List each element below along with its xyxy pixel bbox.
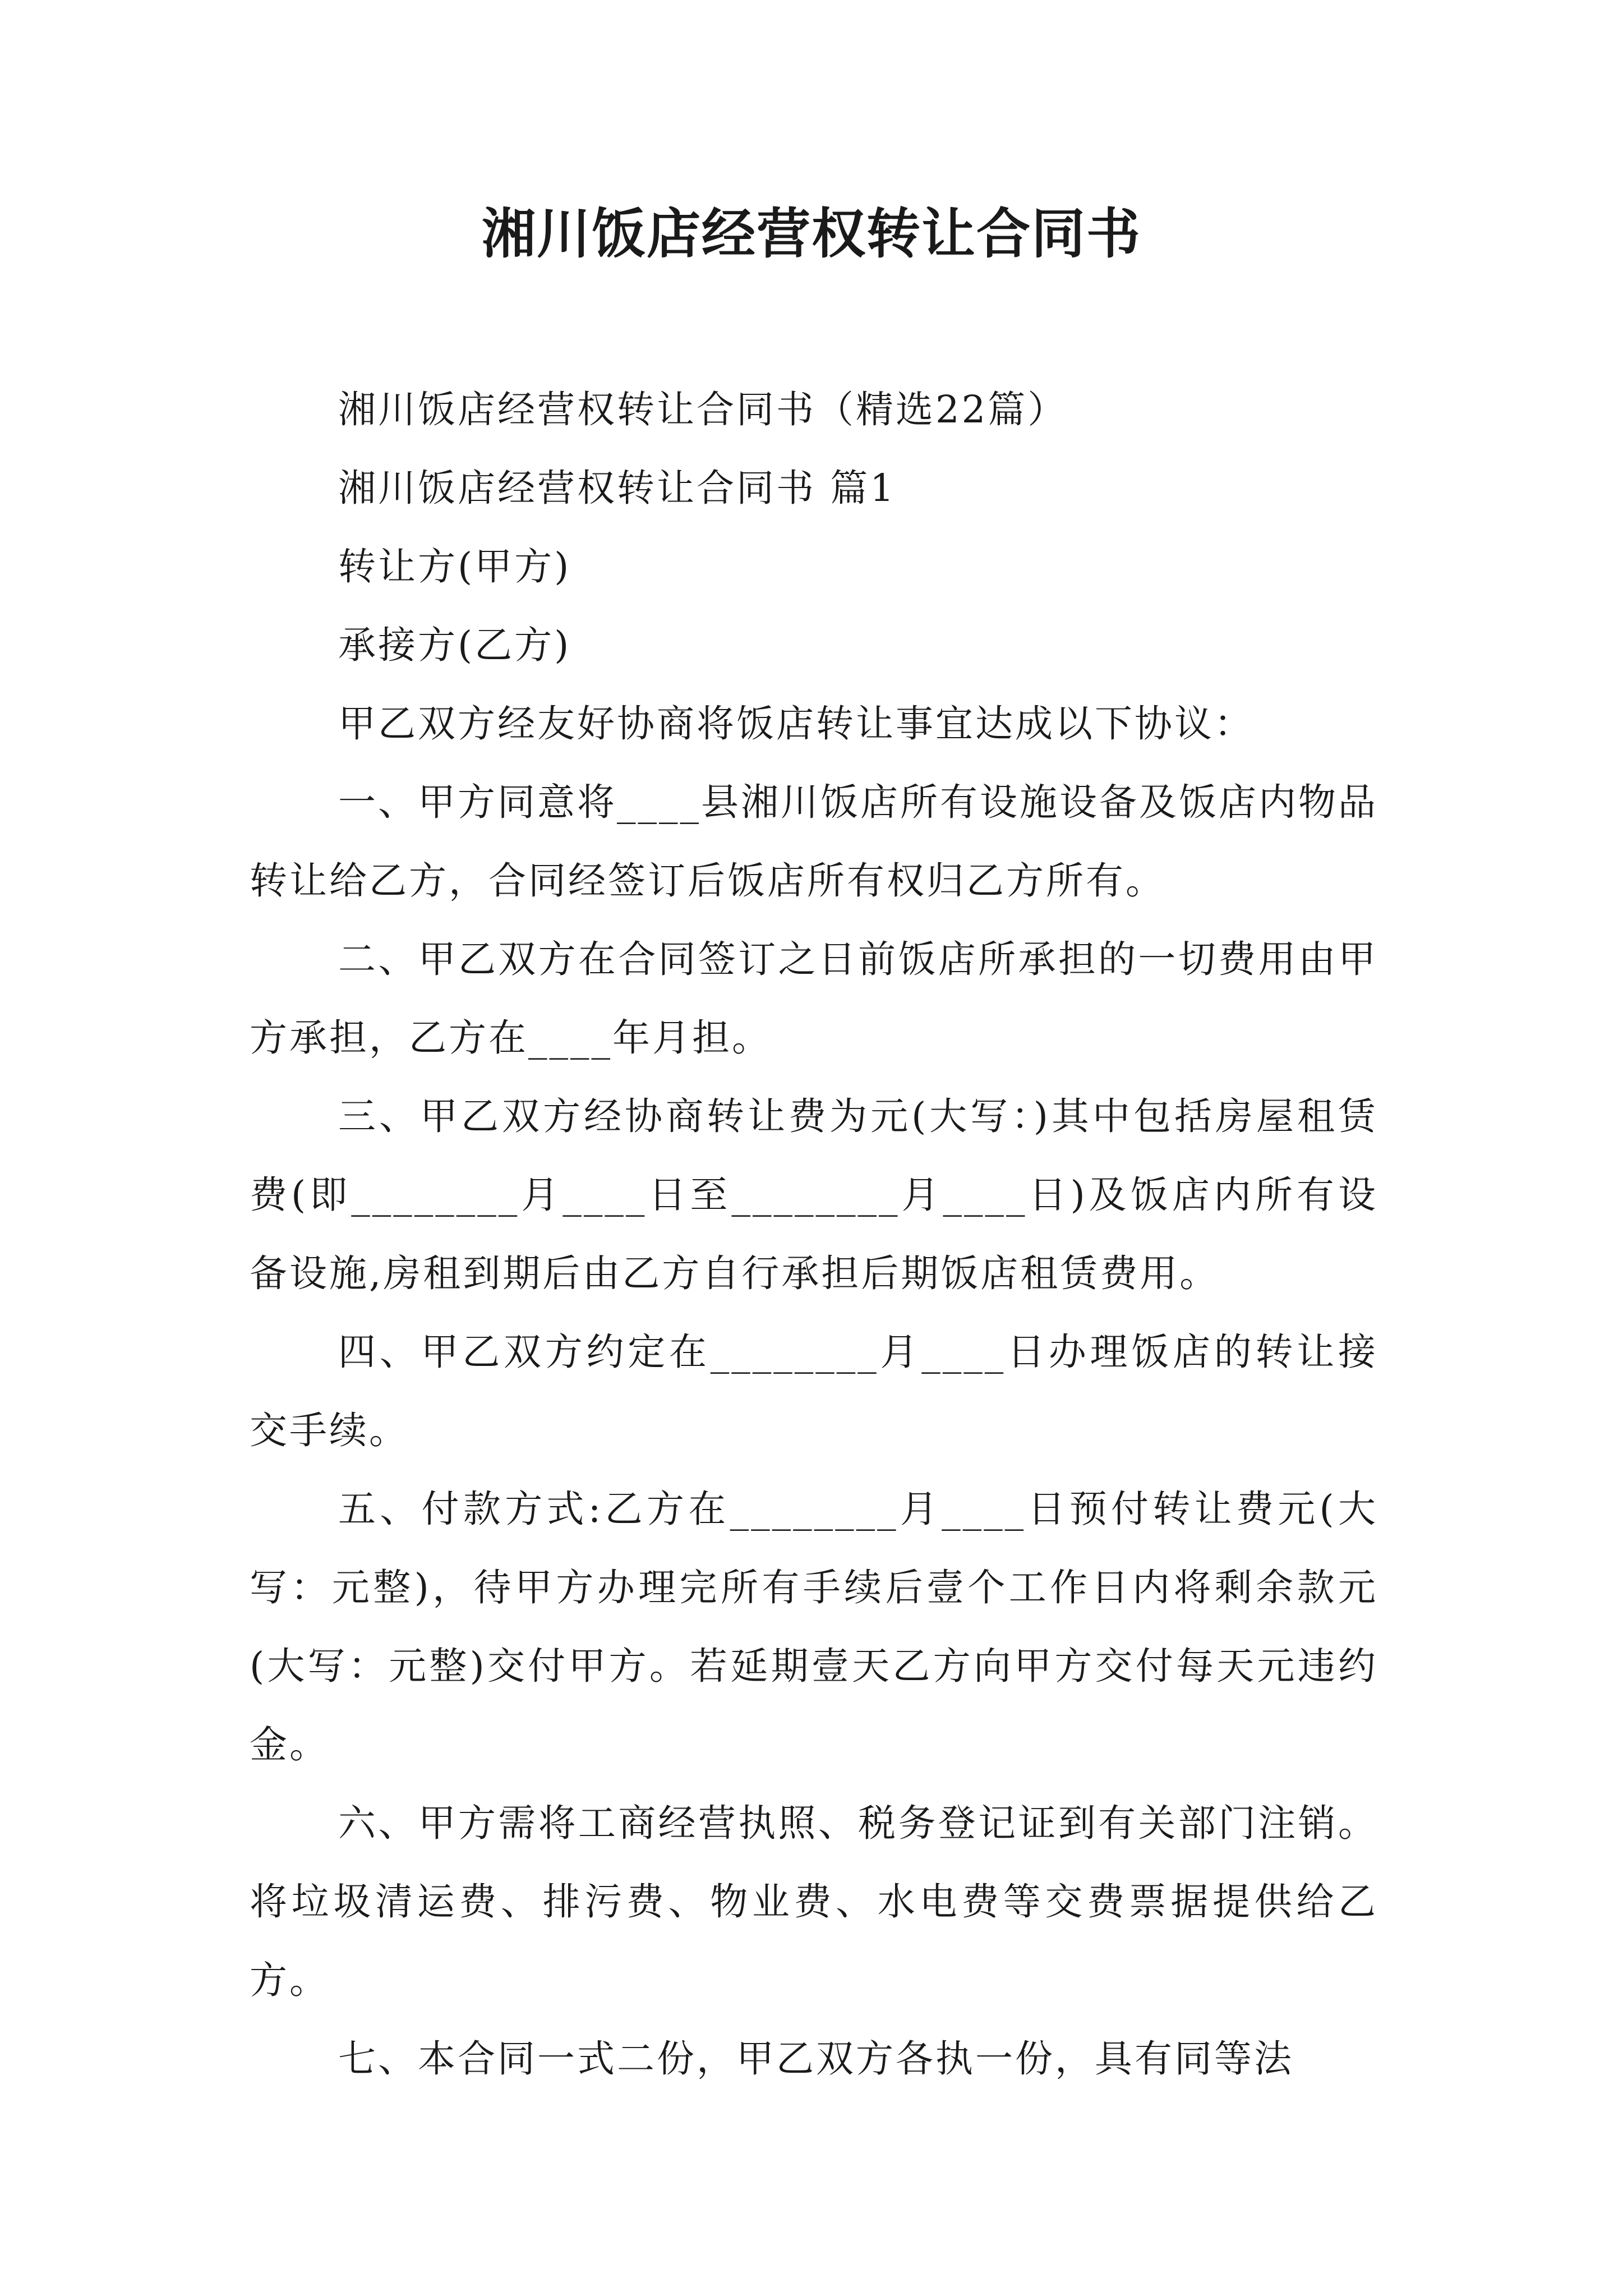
document-body [250,370,1378,2098]
agreement-intro: 甲乙双方经友好协商将饭店转让事宜达成以下协议： [338,702,1254,746]
clause-6: 六、甲方需将工商经营执照、税务登记证到有关部门注销。将垃圾清运费、排污费、物业费、水电费等交费票据提供给乙方。 [250,1801,1378,2002]
clause-5: 五、付款方式:乙方在________月____日预付转让费元(大写：元整)，待甲方办理完所有手续后壹个工作日内将剩余款元(大写：元整)交付甲方。若延期壹天乙方向甲方交付每天元违约金。 [250,1487,1378,1766]
clause-2: 二、甲乙双方在合同签订之日前饭店所承担的一切费用由甲方承担，乙方在____年月担。 [250,937,1378,1060]
section-heading: 湘川饭店经营权转让合同书 篇1 [338,466,896,510]
document-title: 湘川饭店经营权转让合同书 [482,203,1141,265]
subtitle-paragraph: 湘川饭店经营权转让合同书（精选22篇） [338,388,1068,431]
clause-1: 一、甲方同意将____县湘川饭店所有设施设备及饭店内物品转让给乙方，合同经签订后饭店所有权归乙方所有。 [250,780,1378,903]
clause-7: 七、本合同一式二份，甲乙双方各执一份，具有同等法 [338,2037,1294,2081]
clause-3: 三、甲乙双方经协商转让费为元(大写：)其中包括房屋租赁费(即________月____日至________月____日)及饭店内所有设备设施,房租到期后由乙方自行承担后期饭店租赁费用。 [250,1094,1378,1295]
clause-4: 四、甲乙双方约定在________月____日办理饭店的转让接交手续。 [250,1330,1378,1452]
party-a-line: 转让方(甲方) [338,545,571,588]
party-b-line: 承接方(乙方) [338,623,571,667]
